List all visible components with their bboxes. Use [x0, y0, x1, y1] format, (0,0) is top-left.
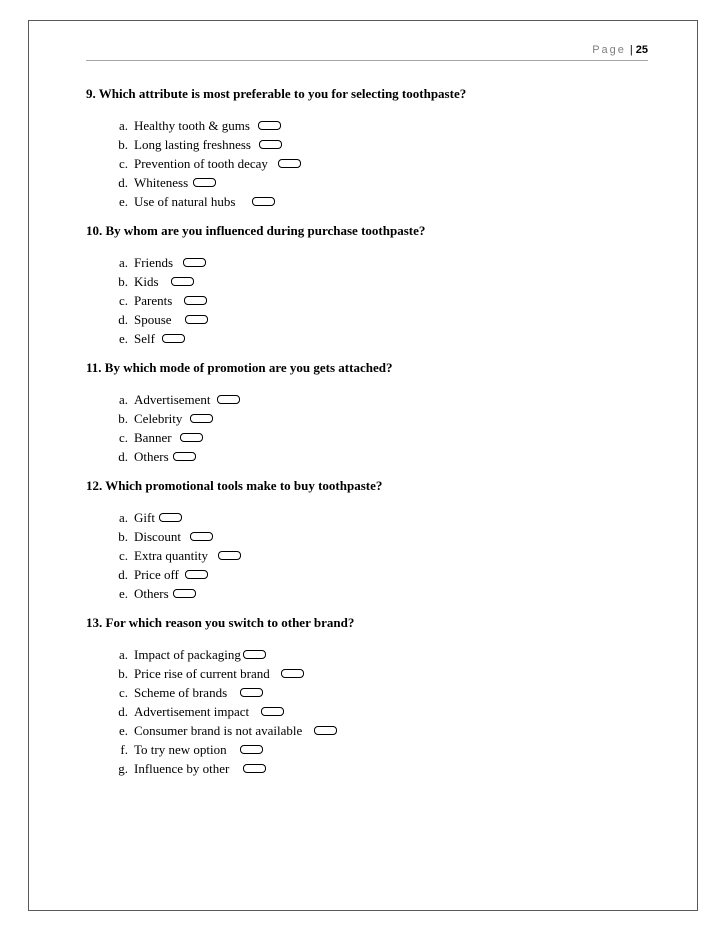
header-rule: [86, 60, 648, 61]
option-item: [86, 546, 666, 565]
option-checkbox[interactable]: [243, 650, 266, 659]
option-label: Others: [134, 586, 169, 601]
option-checkbox[interactable]: [190, 414, 213, 423]
option-marker: b.: [118, 411, 128, 426]
option-marker: g.: [118, 761, 128, 776]
option-checkbox[interactable]: [190, 532, 213, 541]
page-header: [86, 44, 648, 60]
option-checkbox[interactable]: [314, 726, 337, 735]
option-item: [86, 135, 666, 154]
option-marker: b.: [118, 529, 128, 544]
option-list: [86, 116, 666, 211]
option-label: Healthy tooth & gums: [134, 118, 250, 133]
option-item: [86, 192, 666, 211]
option-marker: c.: [118, 293, 128, 308]
questionnaire: [86, 86, 666, 790]
option-list: [86, 253, 666, 348]
question-10: 10. By whom are you influenced during purchase toothpaste?: [86, 223, 426, 238]
option-label: Spouse: [134, 312, 172, 327]
option-label: Price rise of current brand: [134, 666, 270, 681]
option-marker: a.: [118, 510, 128, 525]
option-item: [86, 116, 666, 135]
option-label: Gift: [134, 510, 155, 525]
question-11: 11. By which mode of promotion are you gets attached?: [86, 360, 393, 375]
option-item: [86, 272, 666, 291]
option-marker: b.: [118, 137, 128, 152]
option-item: [86, 584, 666, 603]
option-checkbox[interactable]: [173, 452, 196, 461]
option-checkbox[interactable]: [259, 140, 282, 149]
option-marker: b.: [118, 274, 128, 289]
option-label: Parents: [134, 293, 173, 308]
option-label: Price off: [134, 567, 179, 582]
option-item: [86, 527, 666, 546]
option-checkbox[interactable]: [240, 688, 263, 697]
option-marker: d.: [118, 704, 128, 719]
option-item: [86, 740, 666, 759]
option-checkbox[interactable]: [159, 513, 182, 522]
option-checkbox[interactable]: [193, 178, 216, 187]
option-item: [86, 664, 666, 683]
question-12: 12. Which promotional tools make to buy toothpaste?: [86, 478, 383, 493]
option-label: Banner: [134, 430, 172, 445]
option-label: Kids: [134, 274, 159, 289]
option-label: Friends: [134, 255, 173, 270]
option-list: [86, 390, 666, 466]
option-checkbox[interactable]: [185, 315, 208, 324]
option-item: [86, 390, 666, 409]
option-checkbox[interactable]: [184, 296, 207, 305]
option-label: Discount: [134, 529, 181, 544]
option-marker: a.: [118, 255, 128, 270]
option-label: Prevention of tooth decay: [134, 156, 268, 171]
option-label: Consumer brand is not available: [134, 723, 303, 738]
option-checkbox[interactable]: [171, 277, 194, 286]
option-checkbox[interactable]: [217, 395, 240, 404]
option-item: [86, 253, 666, 272]
option-marker: e.: [118, 194, 128, 209]
option-checkbox[interactable]: [281, 669, 304, 678]
option-item: [86, 428, 666, 447]
option-item: [86, 173, 666, 192]
option-marker: d.: [118, 175, 128, 190]
option-marker: c.: [118, 430, 128, 445]
option-item: [86, 310, 666, 329]
option-item: [86, 565, 666, 584]
option-marker: c.: [118, 156, 128, 171]
option-label: Others: [134, 449, 169, 464]
page-word: Page: [592, 44, 626, 56]
option-checkbox[interactable]: [185, 570, 208, 579]
option-item: [86, 683, 666, 702]
option-checkbox[interactable]: [162, 334, 185, 343]
option-marker: f.: [120, 742, 128, 757]
option-marker: c.: [118, 685, 128, 700]
option-item: [86, 447, 666, 466]
option-label: Whiteness: [134, 175, 189, 190]
option-label: Self: [134, 331, 155, 346]
option-item: [86, 508, 666, 527]
option-label: Impact of packaging: [134, 647, 241, 662]
option-marker: d.: [118, 312, 128, 327]
option-item: [86, 291, 666, 310]
option-marker: e.: [118, 586, 128, 601]
option-label: Celebrity: [134, 411, 183, 426]
option-label: Scheme of brands: [134, 685, 228, 700]
option-marker: a.: [118, 392, 128, 407]
option-marker: a.: [118, 647, 128, 662]
option-item: [86, 759, 666, 778]
option-checkbox[interactable]: [183, 258, 206, 267]
option-item: [86, 409, 666, 428]
option-label: Advertisement impact: [134, 704, 250, 719]
option-checkbox[interactable]: [243, 764, 266, 773]
question-13: 13. For which reason you switch to other brand?: [86, 615, 355, 630]
option-label: Influence by other: [134, 761, 230, 776]
option-marker: b.: [118, 666, 128, 681]
option-marker: d.: [118, 567, 128, 582]
option-item: [86, 154, 666, 173]
option-checkbox[interactable]: [261, 707, 284, 716]
option-label: To try new option: [134, 742, 227, 757]
option-checkbox[interactable]: [180, 433, 203, 442]
option-item: [86, 721, 666, 740]
option-label: Advertisement: [134, 392, 211, 407]
option-checkbox[interactable]: [252, 197, 275, 206]
option-marker: a.: [118, 118, 128, 133]
option-label: Use of natural hubs: [134, 194, 236, 209]
option-list: [86, 645, 666, 778]
question-9: 9. Which attribute is most preferable to you for selecting toothpaste?: [86, 86, 467, 101]
option-list: [86, 508, 666, 603]
option-label: Long lasting freshness: [134, 137, 251, 152]
page-separator: |: [629, 44, 633, 56]
option-checkbox[interactable]: [218, 551, 241, 560]
option-checkbox[interactable]: [240, 745, 263, 754]
option-item: [86, 702, 666, 721]
option-marker: c.: [118, 548, 128, 563]
option-marker: d.: [118, 449, 128, 464]
option-checkbox[interactable]: [278, 159, 301, 168]
option-label: Extra quantity: [134, 548, 209, 563]
option-checkbox[interactable]: [173, 589, 196, 598]
option-item: [86, 645, 666, 664]
option-checkbox[interactable]: [258, 121, 281, 130]
option-marker: e.: [118, 331, 128, 346]
option-item: [86, 329, 666, 348]
option-marker: e.: [118, 723, 128, 738]
page-number: 25: [635, 44, 648, 56]
